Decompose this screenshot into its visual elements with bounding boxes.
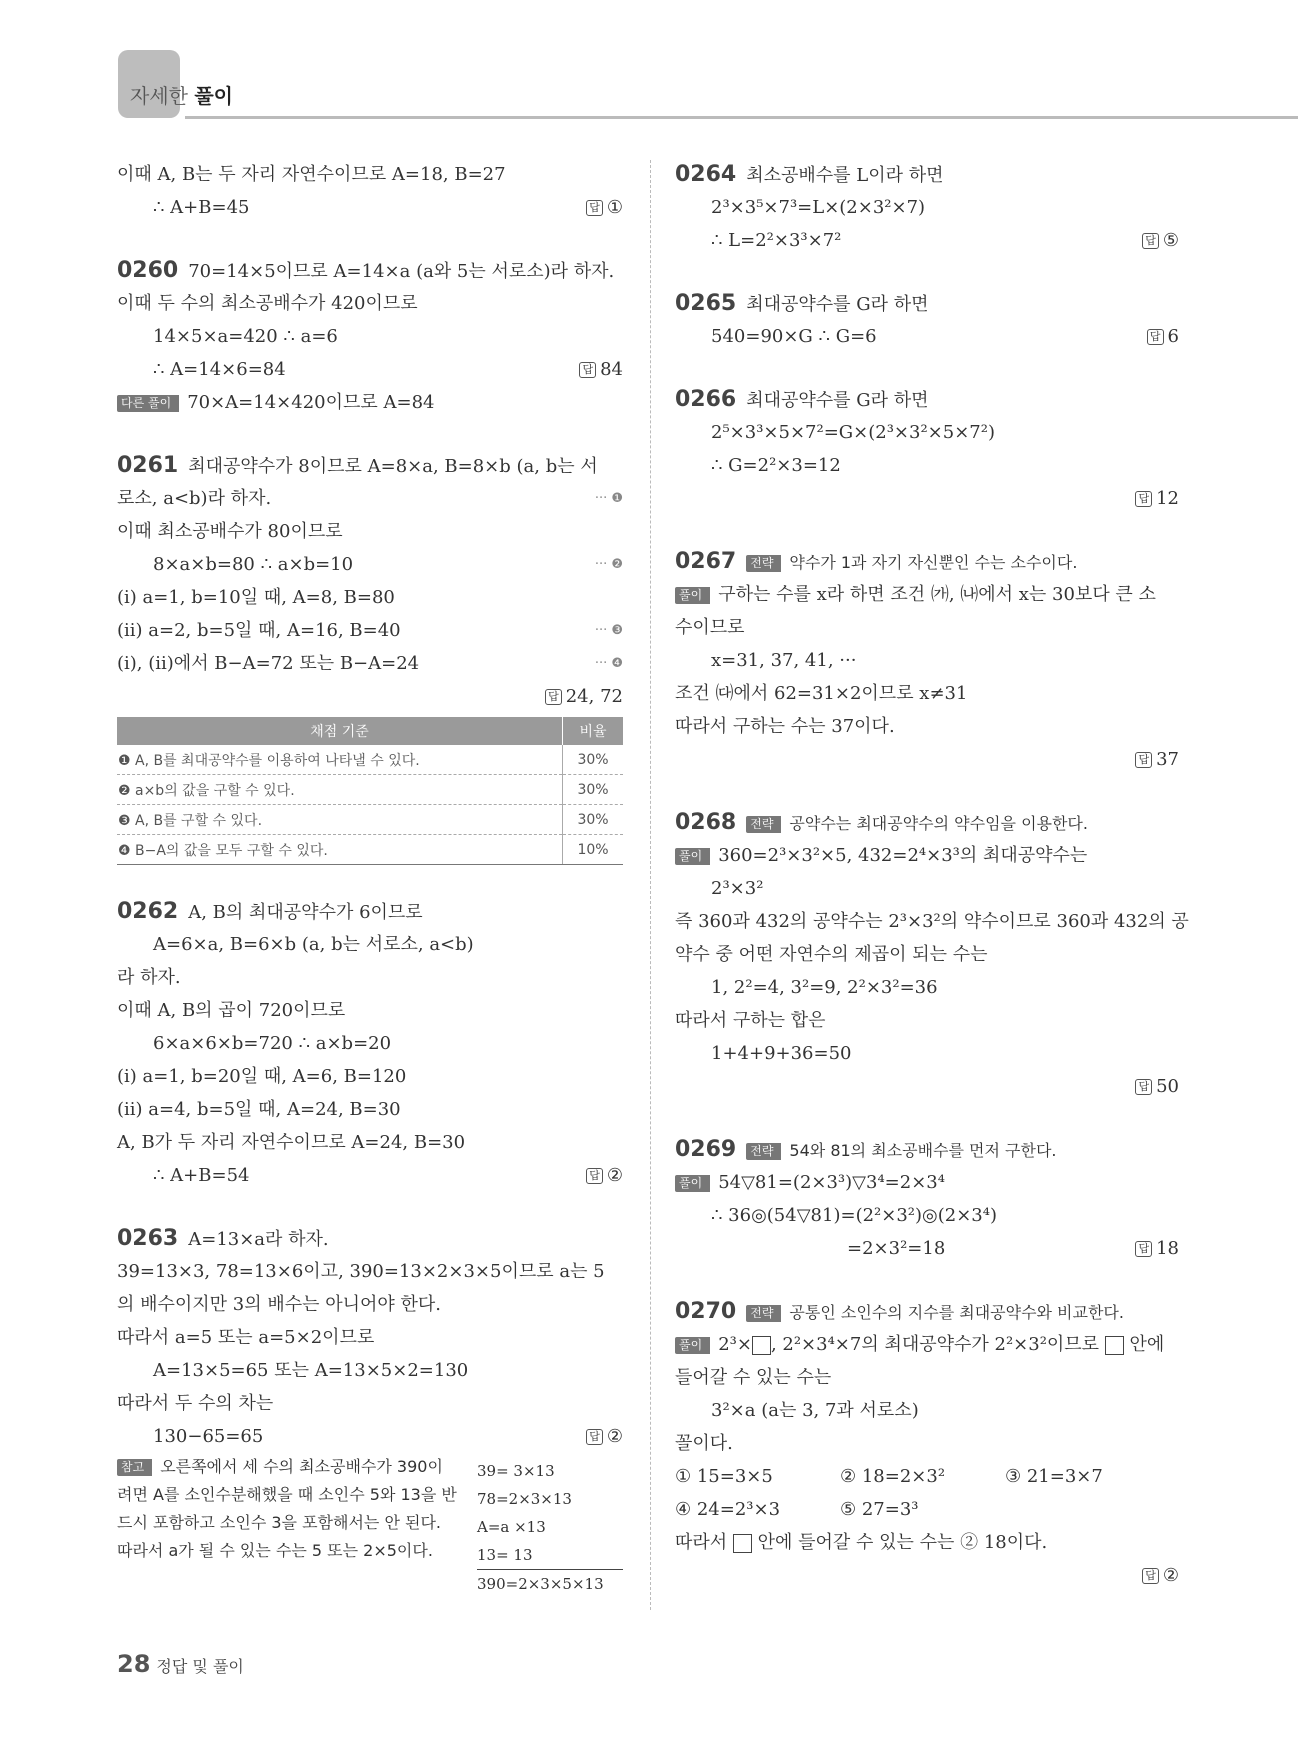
text-line: 꼴이다. xyxy=(675,1433,733,1454)
text-line: 1+4+9+36=50 xyxy=(711,1043,852,1064)
table-header: 채점 기준 xyxy=(117,717,563,745)
table-row: ❸ A, B를 구할 수 있다. 30% xyxy=(117,805,623,835)
answer: 답 12 xyxy=(1135,482,1179,515)
table-row: ❶ A, B를 최대공약수를 이용하여 나타낼 수 있다. 30% xyxy=(117,745,623,775)
text-line xyxy=(675,482,1179,515)
text-line: A=13×5=65 또는 A=13×5×2=130 xyxy=(153,1360,469,1381)
problem-0262: 0262 A, B의 최대공약수가 6이므로 xyxy=(117,899,423,924)
text-line: 조건 ㈐에서 62=31×2이므로 x≠31 xyxy=(675,683,968,704)
text-line: 풀이 2³× , 2²×3⁴×7의 최대공약수가 2²×3²이므로 안에 xyxy=(675,1328,1179,1361)
text-line: (ⅱ) a=2, b=5일 때, A=16, B=40 ··· ❸ xyxy=(117,614,623,647)
alt-solution-tag: 다른 풀이 xyxy=(117,395,179,412)
header-title: 자세한 풀이 xyxy=(130,84,233,108)
problem-0264: 0264 최소공배수를 L이라 하면 xyxy=(675,162,944,187)
text-line: 2³×3⁵×7³=L×(2×3²×7) xyxy=(711,197,926,218)
answer-icon: 답 xyxy=(586,1429,603,1445)
left-column xyxy=(117,158,623,1603)
answer: 답 50 xyxy=(1135,1070,1179,1103)
text-line: (ⅰ), (ⅱ)에서 B−A=72 또는 B−A=24 ··· ❹ xyxy=(117,647,623,680)
answer-icon: 답 xyxy=(1135,1079,1152,1095)
answer-icon: 답 xyxy=(1135,752,1152,768)
text-line: 2⁵×3³×5×7²=G×(2³×3²×5×7²) xyxy=(711,422,995,443)
strategy-tag: 전략 xyxy=(746,555,781,572)
answer: 답 6 xyxy=(1147,320,1179,353)
answer: 답 24, 72 xyxy=(545,680,623,713)
text-line: 로소, a<b)라 하자. ··· ❶ xyxy=(117,482,623,515)
text-line: 따라서 두 수의 차는 xyxy=(117,1393,274,1414)
solution-tag: 풀이 xyxy=(675,848,710,865)
text-line: (ⅱ) a=4, b=5일 때, A=24, B=30 xyxy=(117,1099,401,1120)
text-line: 14×5×a=420 ∴ a=6 xyxy=(153,326,338,347)
problem-0269: 0269 전략 54와 81의 최소공배수를 먼저 구한다. xyxy=(675,1137,1057,1162)
text-line: 따라서 안에 들어갈 수 있는 수는 ② 18이다. xyxy=(675,1532,1048,1553)
answer-icon: 답 xyxy=(1142,233,1159,249)
text-line: 들어갈 수 있는 수는 xyxy=(675,1367,832,1388)
problem-0260: 0260 70=14×5이므로 A=14×a (a와 5는 서로소)라 하자. xyxy=(117,258,615,283)
problem-0261: 0261 최대공약수가 8이므로 A=8×a, B=8×b (a, b는 서 xyxy=(117,453,598,478)
note-text: 참고 오른쪽에서 세 수의 최소공배수가 390이려면 A를 소인수분해했을 때 소인수 5와 13을 반드시 포함하고 소인수 3을 포함해서는 안 된다. 따라서 a가 될 수 있는 수는 5 또는 2×5이다. xyxy=(117,1457,457,1560)
note-block xyxy=(117,1453,623,1603)
text-line: ∴ A+B=45 답 ① xyxy=(117,191,623,224)
text-line: 풀이 54▽81=(2×3³)▽3⁴=2×3⁴ xyxy=(675,1166,1179,1199)
blank-box-icon xyxy=(1105,1336,1124,1355)
answer: 답 ① xyxy=(586,191,623,224)
text-line: ∴ A=14×6=84 답 84 xyxy=(117,353,623,386)
text-line xyxy=(675,1559,1179,1592)
solution-tag: 풀이 xyxy=(675,1175,710,1192)
header-rule xyxy=(185,116,1298,119)
answer: 답 18 xyxy=(1135,1232,1179,1265)
text-line: (ⅰ) a=1, b=20일 때, A=6, B=120 xyxy=(117,1066,407,1087)
text-line: 따라서 a=5 또는 a=5×2이므로 xyxy=(117,1327,375,1348)
text-line: 풀이 360=2³×3²×5, 432=2⁴×3³의 최대공약수는 xyxy=(675,839,1179,872)
problem-0266: 0266 최대공약수를 G라 하면 xyxy=(675,387,929,412)
text-line: 이때 A, B의 곱이 720이므로 xyxy=(117,1000,346,1021)
answer: 답 ② xyxy=(1142,1559,1179,1592)
text-line: 이때 두 수의 최소공배수가 420이므로 xyxy=(117,293,418,314)
text-line: (ⅰ) a=1, b=10일 때, A=8, B=80 xyxy=(117,587,395,608)
page-footer xyxy=(117,1650,244,1678)
text-line: =2×3²=18 답 18 xyxy=(675,1232,1179,1265)
answer: 답 ⑤ xyxy=(1142,224,1179,257)
text-line: 540=90×G ∴ G=6 답 6 xyxy=(675,320,1179,353)
text-line: A, B가 두 자리 자연수이므로 A=24, B=30 xyxy=(117,1132,466,1153)
answer: 답 ② xyxy=(586,1420,623,1453)
blank-box-icon xyxy=(752,1336,771,1355)
text-line: ∴ A+B=54 답 ② xyxy=(117,1159,623,1192)
text-line xyxy=(117,680,623,713)
text-line: 이때 최소공배수가 80이므로 xyxy=(117,521,343,542)
strategy-tag: 전략 xyxy=(746,1305,781,1322)
text-line: 약수 중 어떤 자연수의 제곱이 되는 수는 xyxy=(675,944,988,965)
text-line: 이때 A, B는 두 자리 자연수이므로 A=18, B=27 xyxy=(117,164,506,185)
problem-0270: 0270 전략 공통인 소인수의 지수를 최대공약수와 비교한다. xyxy=(675,1299,1124,1324)
text-line: 3²×a (a는 3, 7과 서로소) xyxy=(711,1400,919,1421)
problem-0267: 0267 전략 약수가 1과 자기 자신뿐인 수는 소수이다. xyxy=(675,549,1078,574)
answer-icon: 답 xyxy=(1147,329,1164,345)
text-line: ∴ G=2²×3=12 xyxy=(711,455,841,476)
problem-0265: 0265 최대공약수를 G라 하면 xyxy=(675,291,929,316)
text-line: 6×a×6×b=720 ∴ a×b=20 xyxy=(153,1033,392,1054)
text-line: 의 배수이지만 3의 배수는 아니어야 한다. xyxy=(117,1294,441,1315)
strategy-tag: 전략 xyxy=(746,816,781,833)
step-marker: ··· ❷ xyxy=(594,557,623,572)
table-row: ❷ a×b의 값을 구할 수 있다. 30% xyxy=(117,775,623,805)
text-line: 라 하자. xyxy=(117,967,181,988)
choice-row: ④ 24=2³×3 ⑤ 27=3³ xyxy=(675,1499,919,1520)
column-divider xyxy=(650,160,651,1610)
text-line xyxy=(675,743,1179,776)
blank-box-icon xyxy=(733,1534,752,1553)
text-line: 수이므로 xyxy=(675,617,745,638)
answer-icon: 답 xyxy=(1142,1568,1159,1584)
page-number: 28 xyxy=(117,1650,151,1678)
strategy-tag: 전략 xyxy=(746,1143,781,1160)
text-line: 풀이 구하는 수를 x라 하면 조건 ㈎, ㈏에서 x는 30보다 큰 소 xyxy=(675,578,1179,611)
answer-icon: 답 xyxy=(586,200,603,216)
table-header: 비율 xyxy=(563,717,624,745)
text-line: x=31, 37, 41, ··· xyxy=(711,650,857,671)
text-line: ∴ L=2²×3³×7² 답 ⑤ xyxy=(675,224,1179,257)
answer-icon: 답 xyxy=(586,1168,603,1184)
answer: 답 ② xyxy=(586,1159,623,1192)
text-line: ∴ 36◎(54▽81)=(2²×3²)◎(2×3⁴) xyxy=(711,1205,997,1226)
step-marker: ··· ❹ xyxy=(594,656,623,671)
text-line xyxy=(675,1070,1179,1103)
text-line: 39=13×3, 78=13×6이고, 390=13×2×3×5이므로 a는 5 xyxy=(117,1261,605,1282)
answer-icon: 답 xyxy=(1135,491,1152,507)
solution-tag: 풀이 xyxy=(675,587,710,604)
problem-0263: 0263 A=13×a라 하자. xyxy=(117,1226,329,1251)
alt-solution: 다른 풀이 70×A=14×420이므로 A=84 xyxy=(117,386,623,419)
answer: 답 84 xyxy=(579,353,623,386)
answer-icon: 답 xyxy=(545,689,562,705)
text-line: 따라서 구하는 수는 37이다. xyxy=(675,716,895,737)
text-line: 따라서 구하는 합은 xyxy=(675,1010,826,1031)
text-line: 1, 2²=4, 3²=9, 2²×3²=36 xyxy=(711,977,938,998)
note-tag: 참고 xyxy=(117,1459,152,1476)
text-line: 2³×3² xyxy=(711,878,764,899)
table-row: ❹ B−A의 값을 모두 구할 수 있다. 10% xyxy=(117,835,623,865)
footer-text: 정답 및 풀이 xyxy=(156,1657,244,1676)
step-marker: ··· ❸ xyxy=(594,623,623,638)
text-line: A=6×a, B=6×b (a, b는 서로소, a<b) xyxy=(153,934,474,955)
page-header xyxy=(0,0,1298,140)
choice-row: ① 15=3×5 ② 18=2×3² ③ 21=3×7 xyxy=(675,1466,1103,1487)
text-line: 즉 360과 432의 공약수는 2³×3²의 약수이므로 360과 432의 공 xyxy=(675,911,1189,932)
answer-icon: 답 xyxy=(1135,1241,1152,1257)
answer: 답 37 xyxy=(1135,743,1179,776)
problem-0268: 0268 전략 공약수는 최대공약수의 약수임을 이용한다. xyxy=(675,810,1088,835)
scoring-table xyxy=(117,717,623,865)
text-line: 130−65=65 답 ② xyxy=(117,1420,623,1453)
lcm-calculation: 39= 3×13 78=2×3×13 A=a ×13 13= 13 390=2×3×5×13 xyxy=(477,1457,623,1598)
solution-tag: 풀이 xyxy=(675,1337,710,1354)
answer-icon: 답 xyxy=(579,362,596,378)
text-line: 8×a×b=80 ∴ a×b=10 ··· ❷ xyxy=(117,548,623,581)
step-marker: ··· ❶ xyxy=(594,491,623,506)
right-column xyxy=(675,158,1189,1592)
